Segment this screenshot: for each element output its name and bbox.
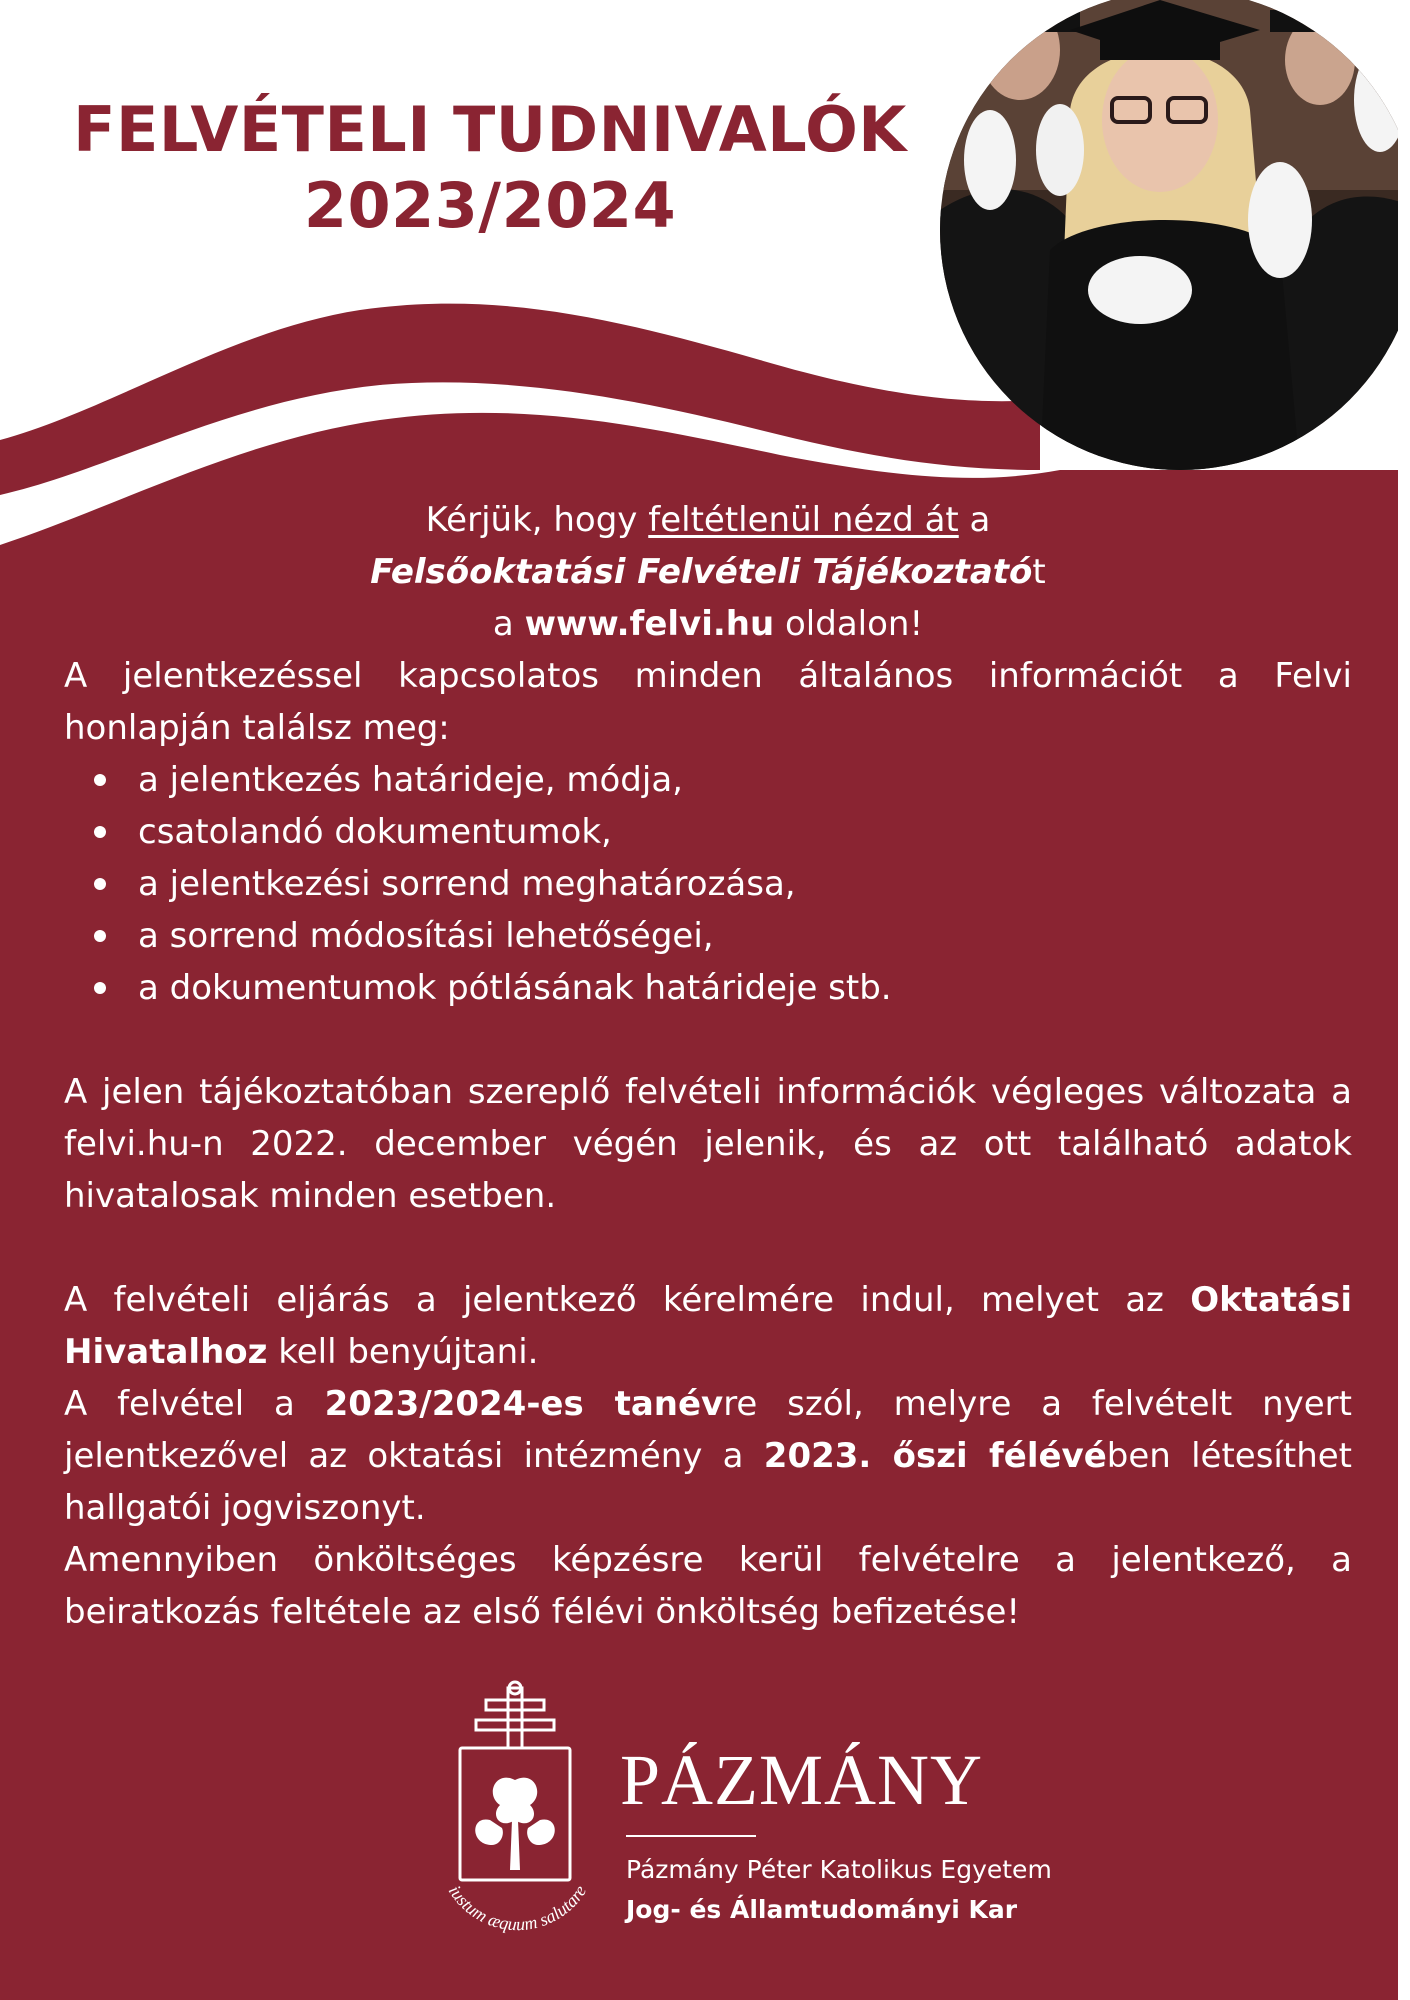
list-item: csatolandó dokumentumok, [84, 806, 1352, 858]
website-link[interactable]: www.felvi.hu [524, 604, 775, 644]
svg-text:iustum æquum salutare [445, 1881, 591, 1934]
double-cross-crest-icon [420, 1680, 610, 1950]
title-line-1: FELVÉTELI TUDNIVALÓK [73, 93, 907, 166]
procedure-bold: 2023/2024-es tanév [324, 1384, 724, 1424]
procedure-paragraph-1 [64, 1274, 1352, 1378]
right-margin-strip [1398, 0, 1410, 2000]
list-item: a sorrend módosítási lehetőségei, [84, 910, 1352, 962]
graduates-photo-icon [940, 0, 1410, 470]
list-item: a jelentkezés határideje, módja, [84, 754, 1352, 806]
procedure-paragraph-3: Amennyiben önköltséges képzésre kerül felvételre a jelentkező, a beiratkozás feltétele az első félévi önköltség befizetése! [64, 1540, 1352, 1632]
logo-divider [626, 1835, 756, 1837]
procedure-text: A felvétel a [64, 1384, 325, 1424]
logo-wordmark: PÁZMÁNY [620, 1740, 984, 1820]
list-item: a jelentkezési sorrend meghatározása, [84, 858, 1352, 910]
title-line-2: 2023/2024 [303, 169, 677, 242]
logo-university-name: Pázmány Péter Katolikus Egyetem [626, 1855, 1052, 1884]
info-bullet-list [64, 754, 1352, 1014]
intro-text: a [958, 500, 991, 540]
list-item: a dokumentumok pótlásának határideje stb. [84, 962, 1352, 1014]
intro-underlined-text: feltétlenül nézd át [648, 500, 959, 540]
publication-title: Felsőoktatási Felvételi Tájékoztató [370, 552, 1033, 592]
spacer [64, 1014, 1352, 1066]
intro-text: t [1032, 552, 1046, 592]
crest-motto: iustum æquum salutare [444, 1881, 591, 1935]
page-title [30, 92, 950, 244]
graduates-oath-photo [940, 0, 1410, 470]
procedure-text: ben létesíthet hallgatói jogviszonyt. [64, 1436, 1353, 1528]
intro-text: a [492, 604, 525, 644]
procedure-bold: 2023. őszi félévé [763, 1436, 1107, 1476]
procedure-text: A felvételi eljárás a jelentkező kérelmére indul, melyet az [64, 1280, 1191, 1320]
info-paragraph: A jelentkezéssel kapcsolatos minden általános információt a Felvi honlapján találsz meg: [64, 656, 1352, 748]
intro-line-2 [64, 546, 1352, 598]
intro-line-1 [64, 494, 1352, 546]
logo-faculty-name: Jog- és Államtudományi Kar [626, 1895, 1018, 1924]
final-version-paragraph: A jelen tájékoztatóban szereplő felvételi információk végleges változata a felvi.hu-n 2022. december végén jelenik, és az ott található adatok hivatalosak minden esetben. [64, 1072, 1352, 1216]
intro-text: oldalon! [774, 604, 924, 644]
procedure-text: re szól, melyre a felvételt nyert jelentkezővel az oktatási intézmény a [64, 1384, 1352, 1476]
procedure-paragraph-2 [64, 1378, 1352, 1534]
intro-text: Kérjük, hogy [425, 500, 649, 540]
procedure-text: kell benyújtani. [267, 1332, 539, 1372]
intro-block [64, 494, 1352, 650]
spacer [64, 1222, 1352, 1274]
intro-line-3 [64, 598, 1352, 650]
main-content [64, 494, 1352, 1638]
procedure-bold: Oktatási Hivatalhoz [64, 1280, 1352, 1372]
